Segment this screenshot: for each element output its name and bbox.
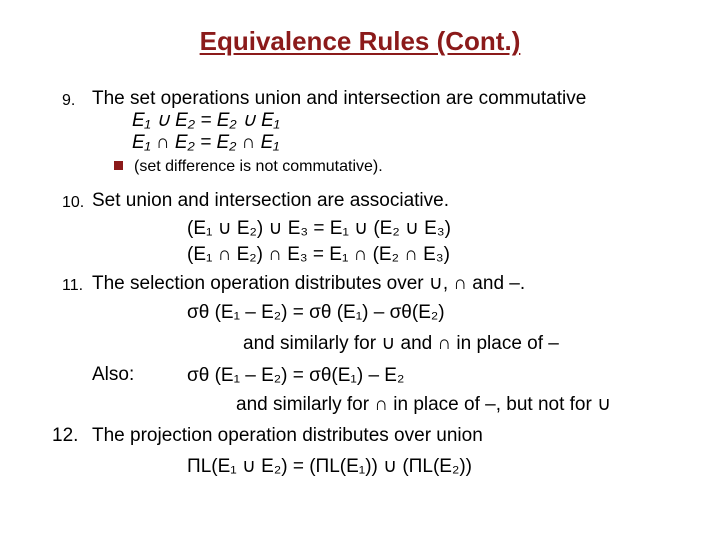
rule-10-number: 10. xyxy=(62,194,85,211)
rule-12-equation: ΠL(E₁ ∪ E₂) = (ΠL(E₁)) ∪ (ΠL(E₂)) xyxy=(187,456,472,477)
rule-9-number: 9. xyxy=(62,92,76,109)
rule-10-equation-union: (E₁ ∪ E₂) ∪ E₃ = E₁ ∪ (E₂ ∪ E₃) xyxy=(187,218,451,239)
rule-11-equation-also: σθ (E₁ – E₂) = σθ(E₁) – E₂ xyxy=(187,365,405,386)
rule-11-equation-difference: σθ (E₁ – E₂) = σθ (E₁) – σθ(E₂) xyxy=(187,302,445,323)
rule-11-text: The selection operation distributes over ∪, ∩ and –. xyxy=(92,273,526,294)
rule-10-text: Set union and intersection are associative. xyxy=(92,190,449,211)
rule-10-equation-intersection: (E₁ ∩ E₂) ∩ E₃ = E₁ ∩ (E₂ ∩ E₃) xyxy=(187,244,450,265)
rule-11-number: 11. xyxy=(62,277,84,294)
slide-title: Equivalence Rules (Cont.) xyxy=(199,26,521,56)
rule-9-note: (set difference is not commutative). xyxy=(134,158,383,175)
rule-9-equation-intersection: E₁ ∩ E₂ = E₂ ∩ E₁ xyxy=(132,132,280,153)
rule-9-text: The set operations union and intersection are commutative xyxy=(92,88,587,109)
rule-12-text: The projection operation distributes over union xyxy=(92,425,483,446)
also-label: Also: xyxy=(92,364,135,385)
rule-12-number: 12. xyxy=(52,425,79,446)
square-bullet-icon xyxy=(114,161,123,170)
rule-11-also-note: and similarly for ∩ in place of –, but not for ∪ xyxy=(236,394,612,415)
rule-11-equation-note: and similarly for ∪ and ∩ in place of – xyxy=(243,333,559,354)
rule-9-equation-union: E₁ ∪ E₂ = E₂ ∪ E₁ xyxy=(132,110,280,131)
